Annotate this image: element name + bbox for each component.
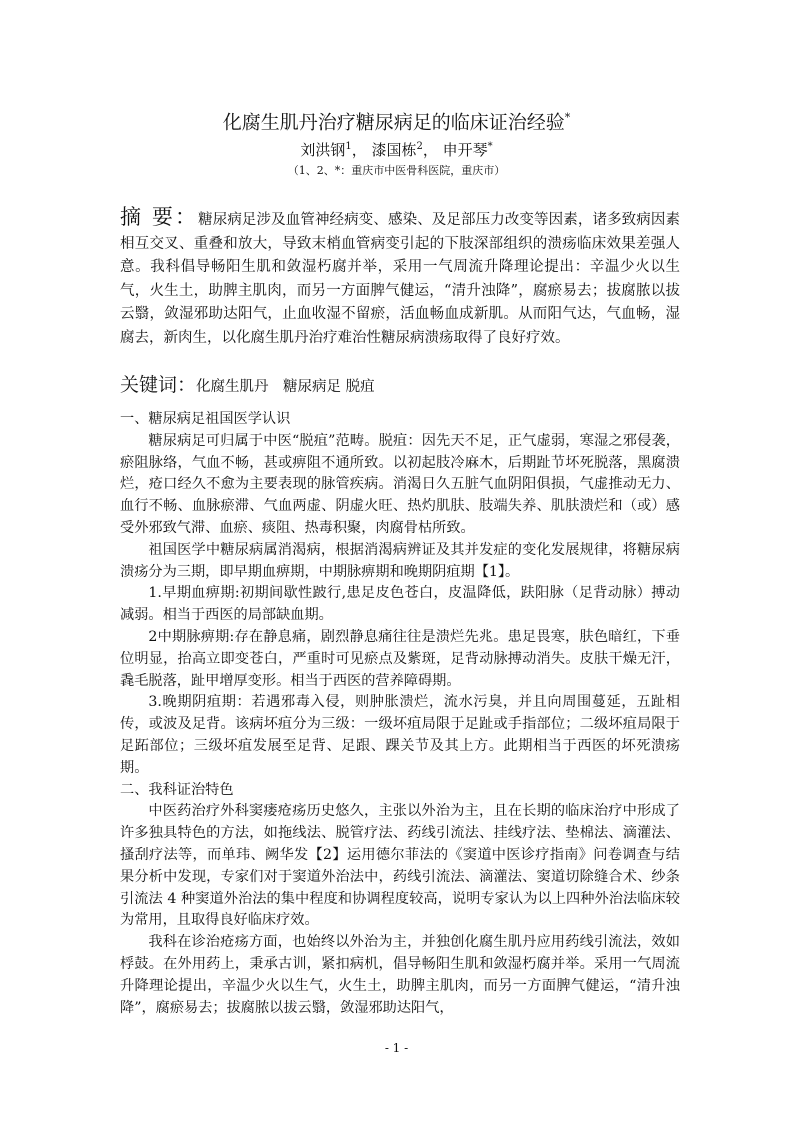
author-affiliation-mark: 1 [345,141,352,152]
page-number: - 1 - [384,1041,409,1055]
paragraph: 2中期脉痹期:存在静息痛，剧烈静息痛往往是溃烂先兆。患足畏寒，肤色暗红，下垂位明显，抬高立即变苍白，严重时可见瘀点及紫斑，足背动脉搏动消失。皮肤干燥无汗，毳毛脱落，趾甲增厚变形。相当于西医的营养障碍期。 [120,628,680,689]
keywords-label: 关键词： [120,374,197,396]
author-affiliation-mark: 2 [416,141,423,152]
abstract [120,206,680,351]
keywords-text: 化腐生肌丹 糖尿病足 脱疽 [196,379,375,395]
abstract-text: 糖尿病足涉及血管神经病变、感染、及足部压力改变等因素，诸多致病因素相互交叉、重叠和放大，导致末梢血管病变引起的下肢深部组织的溃疡临床效果差强人意。我科倡导畅阳生肌和敛湿朽腐并举，采用一气周流升降理论提出：辛温少火以生气，火生土，助脾主肌肉，而另一方面脾气健运，“清升浊降”，腐瘀易去；拔腐脓以拔云翳，敛湿邪助达阳气，止血收湿不留瘀，活血畅血成新肌。从而阳气达，气血畅，湿腐去，新肉生，以化腐生肌丹治疗难治性糖尿病溃疡取得了良好疗效。 [120,212,680,346]
paragraph: 我科在诊治疮疡方面，也始终以外治为主，并独创化腐生肌丹应用药线引流法，效如桴鼓。在外用药上，秉承古训，紧扣病机，倡导畅阳生肌和敛湿朽腐并举。采用一气周流升降理论提出，辛温少火以生气，火生土，助脾主肌肉，而另一方面脾气健运，“清升浊降”，腐瘀易去；拔腐脓以拔云翳，敛湿邪助达阳气， [120,934,680,1016]
paragraph-text: 。 [505,563,520,580]
paper-title-text: 化腐生肌丹治疗糖尿病足的临床证治经验 [222,111,565,134]
paragraph: 1.早期血痹期:初期间歇性跛行,患足皮色苍白，皮温降低，趺阳脉（足背动脉）搏动减弱。相当于西医的局部缺血期。 [120,585,680,624]
paragraph [120,801,680,932]
paper-title [110,104,683,136]
abstract-label: 摘 要： [120,205,199,229]
paragraph: 3.晚期阴疽期：若遇邪毒入侵，则肿胀溃烂，流水污臭，并且向周围蔓延，五趾相传，或波及足背。该病坏疽分为三级：一级坏疽局限于足趾或手指部位；二级坏疽局限于足跖部位；三级坏疽发展至足背、足跟、踝关节及其上方。此期相当于西医的坏死溃疡期。 [120,694,680,776]
citation-ref: 【2】 [308,846,347,863]
author-list: 刘洪钢$^1$， 漆国栋$^2$， 申开琴* [300,141,493,159]
section-heading: 一、糖尿病足祖国医学认识 [120,411,291,427]
author-name: 刘洪钢 [300,141,346,159]
paragraph-text: 祖国医学中糖尿病属消渴病，根据消渴病辨证及其并发症的变化发展规律，将糖尿病溃疡分为三期，即早期血痹期，中期脉痹期和晚期阴疽期 [120,541,680,580]
citation-ref: 【1】 [474,563,506,580]
author-name: 申开琴 [442,141,488,159]
paragraph [120,540,680,584]
paragraph-text: 中医药治疗外科窦瘘疮疡历史悠久，主张以外治为主，且在长期的临床治疗中形成了许多独具特色的方法，如拖线法、脱管疗法、药线引流法、挂线疗法、垫棉法、滴灌法、搔刮疗法等，而单玮、阙华发 [120,803,680,863]
paper-body [120,409,680,1019]
author-affiliation: （1、2、*：重庆市中医骨科医院，重庆市） [287,164,506,177]
author-name: 漆国栋 [371,141,417,159]
keywords [120,373,680,399]
section-heading: 二、我科证治特色 [120,781,234,798]
paragraph: 糖尿病足可归属于中医“脱疽”范畴。脱疽：因先天不足，正气虚弱，寒湿之邪侵袭，瘀阻脉络，气血不畅，甚或痹阻不通所致。以初起肢冷麻木，后期趾节坏死脱落，黑腐溃烂，疮口经久不愈为主要表现的脉管疾病。消渴日久五脏气血阴阳俱损，气虚推动无力、血行不畅、血脉瘀滞、气血两虚、阴虚火旺、热灼肌肤、肢端失养、肌肤溃烂和（或）感受外邪致气滞、血瘀、痰阻、热毒积聚，肉腐骨枯所致。 [120,432,680,536]
title-footnote-mark: * [564,111,571,124]
paragraph-text: 运用德尔菲法的《窦道中医诊疗指南》问卷调查与结果分析中发现，专家们对于窦道外治法中，药线引流法、滴灌法、窦道切除缝合术、纱条引流法 4 种窦道外治法的集中程度和协调程度较高，说明专家认为以上四种外治法临床较为常用，且取得良好临床疗效。 [120,846,680,929]
author-affiliation-mark: * [487,141,493,152]
